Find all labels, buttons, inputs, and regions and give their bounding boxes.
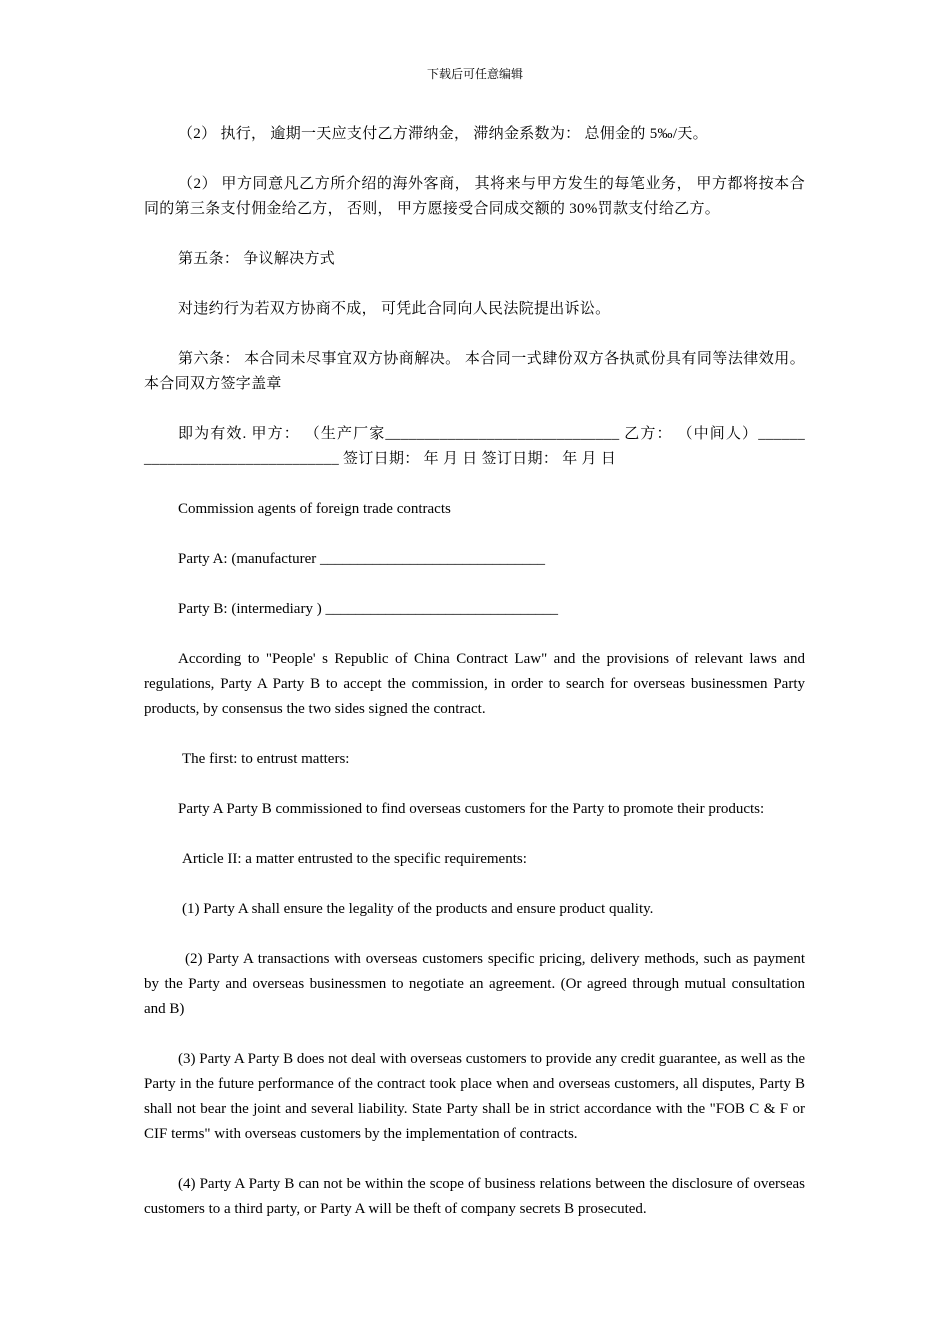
requirement-4: (4) Party A Party B can not be within the scope of business relations between the disclosure of overseas customers to a third party, or Party A will be theft of company secrets B prosecuted.: [144, 1176, 805, 1217]
article-1-heading: The first: to entrust matters:: [182, 751, 350, 767]
requirement-3: (3) Party A Party B does not deal with overseas customers to provide any credit guarantee, as well as the Party in the future performance of the contract took place when and overseas customers, all disputes, Party B shall not bear the joint and several liability. State Party shall be in strict accordance with the "FOB C & F or CIF terms" with overseas customers by the implementation of contracts.: [144, 1051, 805, 1142]
article-5-heading: 第五条： 争议解决方式: [178, 251, 336, 267]
clause-late-fee: （2） 执行， 逾期一天应支付乙方滞纳金， 滞纳金系数为： 总佣金的 5‰/天。: [178, 126, 708, 142]
party-a-line: Party A: (manufacturer ______________________________: [178, 551, 546, 567]
requirement-1: (1) Party A shall ensure the legality of the products and ensure product quality.: [182, 901, 654, 917]
requirement-2: (2) Party A transactions with overseas customers specific pricing, delivery methods, such as payment by the Party and overseas businessmen to negotiate an agreement. (Or agreed through mutual consultation and B): [144, 951, 805, 1017]
party-b-line: Party B: (intermediary ) _______________________________: [178, 601, 558, 617]
article-1-text: Party A Party B commissioned to find overseas customers for the Party to promote their products:: [178, 801, 765, 817]
clause-dispute-litigation: 对违约行为若双方协商不成， 可凭此合同向人民法院提出诉讼。: [178, 301, 611, 317]
article-2-heading: Article II: a matter entrusted to the specific requirements:: [182, 851, 527, 867]
signature-block-cn: 即为有效. 甲方： （生产厂家______________________________ 乙方： （中间人）______ _________________________ 签订日期： 年 月 日 签订日期： 年 月 日: [144, 426, 805, 467]
clause-commission-penalty: （2） 甲方同意凡乙方所介绍的海外客商， 其将来与甲方发生的每笔业务， 甲方都将按本合同的第三条支付佣金给乙方， 否则， 甲方愿接受合同成交额的 30%罚款支付给乙方。: [144, 176, 805, 217]
article-6-text: 第六条： 本合同未尽事宜双方协商解决。 本合同一式肆份双方各执贰份具有同等法律效用。 本合同双方签字盖章: [144, 351, 805, 392]
document-body: [144, 122, 805, 1247]
english-title: Commission agents of foreign trade contracts: [178, 501, 451, 517]
preamble-paragraph: According to "People' s Republic of China Contract Law" and the provisions of relevant laws and regulations, Party A Party B to accept the commission, in order to search for overseas businessmen Party products, by consensus the two sides signed the contract.: [144, 651, 805, 717]
page-header: 下载后可任意编辑: [426, 67, 523, 81]
